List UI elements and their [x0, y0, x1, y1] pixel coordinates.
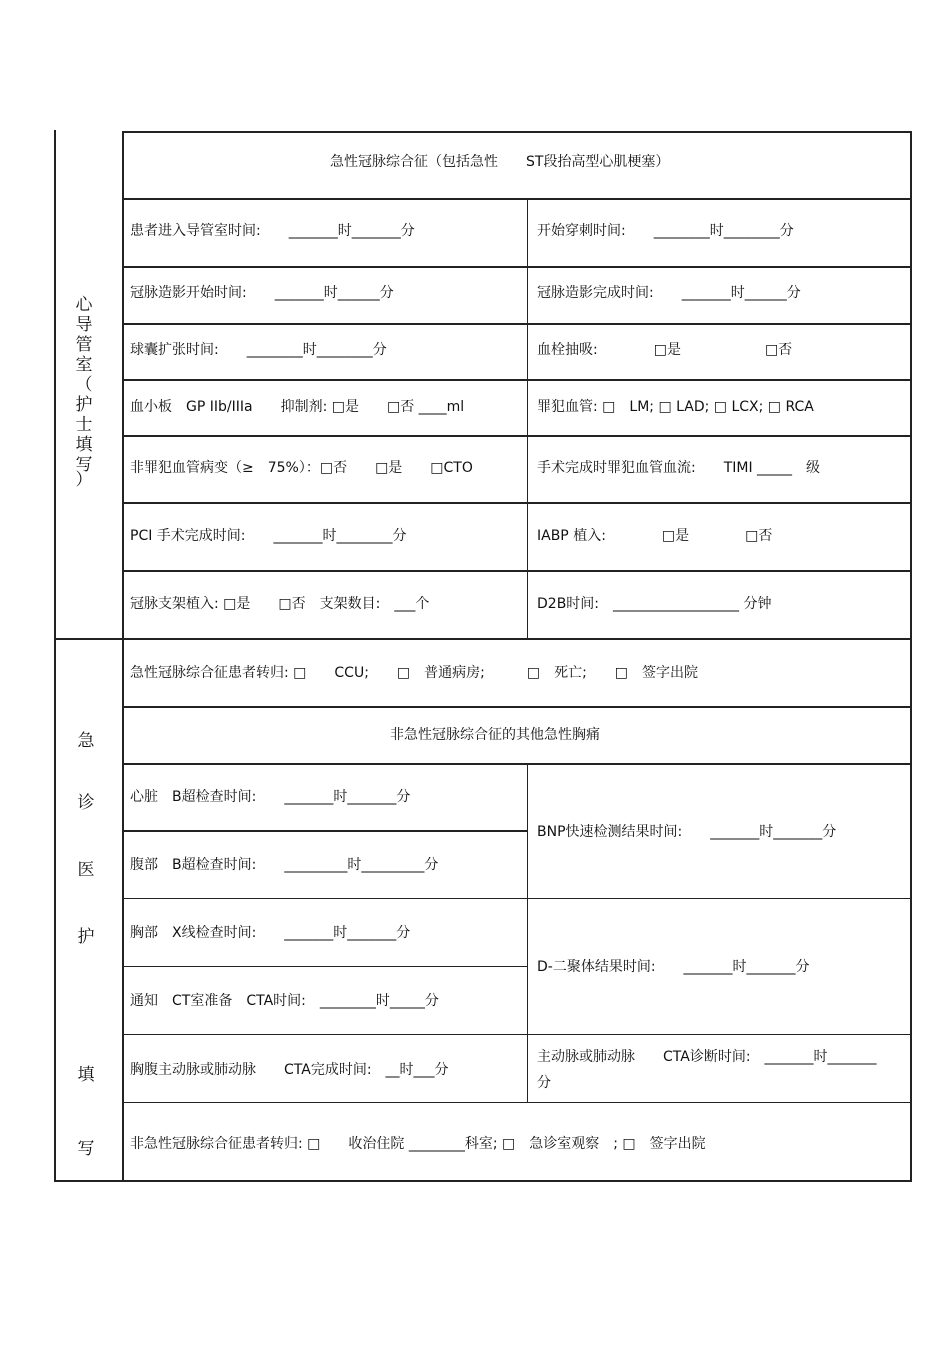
cta-diagnosis-time-suffix: 分	[537, 1075, 551, 1091]
side-char: 写	[75, 455, 93, 475]
d2b-time-field[interactable]: D2B时间: __________________ 分钟	[537, 596, 772, 612]
angio-complete-time-field[interactable]: 冠脉造影完成时间: _______时______分	[537, 285, 801, 301]
pci-complete-time-field[interactable]: PCI 手术完成时间: _______时________分	[130, 528, 407, 544]
column-divider	[527, 764, 528, 1103]
cta-complete-time-field[interactable]: 胸腹主动脉或肺动脉 CTA完成时间: __时___分	[130, 1062, 449, 1078]
row-line	[122, 266, 912, 268]
chest-xray-time-field[interactable]: 胸部 X线检查时间: _______时_______分	[130, 925, 411, 941]
side-char: 写	[77, 1139, 95, 1159]
puncture-time-field[interactable]: 开始穿刺时间: ________时________分	[537, 223, 794, 239]
culprit-vessel-field[interactable]: 罪犯血管: □ LM; □ LAD; □ LCX; □ RCA	[537, 399, 814, 415]
row-line	[122, 435, 912, 437]
row-line	[122, 323, 912, 325]
gp-inhibitor-field[interactable]: 血小板 GP IIb/IIIa 抑制剂: □是 □否 ____ml	[130, 399, 465, 415]
table-top-border	[122, 131, 912, 133]
non-acs-transfer-field[interactable]: 非急性冠脉综合征患者转归: □ 收治住院 ________科室; □ 急诊室观察 ; □ 签字出院	[130, 1136, 706, 1152]
row-line	[122, 763, 912, 765]
side-char: 填	[77, 1065, 95, 1085]
acs-transfer-field[interactable]: 急性冠脉综合征患者转归: □ CCU; □ 普通病房; □ 死亡; □ 签字出院	[130, 665, 699, 681]
row-line	[122, 1102, 912, 1103]
section-divider	[54, 638, 912, 640]
stent-field[interactable]: 冠脉支架植入: □是 □否 支架数目: ___个	[130, 596, 430, 612]
side-column-divider	[122, 131, 124, 1182]
side-char: 士	[75, 415, 93, 435]
side-char: 护	[75, 395, 93, 415]
row-line	[122, 706, 912, 708]
abdominal-echo-time-field[interactable]: 腹部 B超检查时间: _________时_________分	[130, 857, 439, 873]
non-culprit-lesion-field[interactable]: 非罪犯血管病变（≥ 75%）：□否 □是 □CTO	[130, 460, 473, 476]
d-dimer-time-field[interactable]: D-二聚体结果时间: _______时_______分	[537, 959, 810, 975]
table-bottom-border	[54, 1180, 912, 1182]
row-line	[122, 379, 912, 381]
row-line	[122, 898, 912, 899]
side-char: 急	[77, 731, 95, 751]
row-line	[122, 198, 912, 200]
angio-start-time-field[interactable]: 冠脉造影开始时间: _______时______分	[130, 285, 394, 301]
column-divider	[527, 199, 528, 639]
side-char: （	[75, 375, 93, 395]
side-char: 管	[75, 335, 93, 355]
row-line	[122, 502, 912, 504]
cath-entry-time-field[interactable]: 患者进入导管室时间: _______时_______分	[130, 223, 415, 239]
iabp-field[interactable]: IABP 植入: □是 □否	[537, 528, 773, 544]
row-line	[122, 570, 912, 572]
non-acs-title: 非急性冠脉综合征的其他急性胸痛	[390, 727, 600, 743]
side-char: 诊	[77, 793, 95, 813]
thrombus-aspiration-field[interactable]: 血栓抽吸: □是 □否	[537, 342, 793, 358]
side-char: ）	[75, 470, 93, 490]
acs-title: 急性冠脉综合征（包括急性 ST段抬高型心肌梗塞）	[330, 154, 670, 170]
bnp-time-field[interactable]: BNP快速检测结果时间: _______时_______分	[537, 824, 837, 840]
balloon-time-field[interactable]: 球囊扩张时间: ________时________分	[130, 342, 387, 358]
table-right-border	[910, 131, 912, 1182]
side-char: 心	[75, 295, 93, 315]
side-char: 护	[77, 927, 95, 947]
row-line	[122, 966, 527, 967]
timi-flow-field[interactable]: 手术完成时罪犯血管血流: TIMI _____ 级	[537, 460, 821, 476]
side-char: 填	[75, 435, 93, 455]
table-left-border	[54, 130, 56, 1182]
side-char: 导	[75, 315, 93, 335]
cardiac-echo-time-field[interactable]: 心脏 B超检查时间: _______时_______分	[130, 789, 411, 805]
ct-notify-time-field[interactable]: 通知 CT室准备 CTA时间: ________时_____分	[130, 993, 439, 1009]
row-line	[122, 1034, 912, 1035]
side-char: 室	[75, 355, 93, 375]
side-char: 医	[77, 860, 95, 880]
row-line	[122, 830, 527, 832]
cta-diagnosis-time-field[interactable]: 主动脉或肺动脉 CTA诊断时间: _______时_______	[537, 1049, 877, 1065]
